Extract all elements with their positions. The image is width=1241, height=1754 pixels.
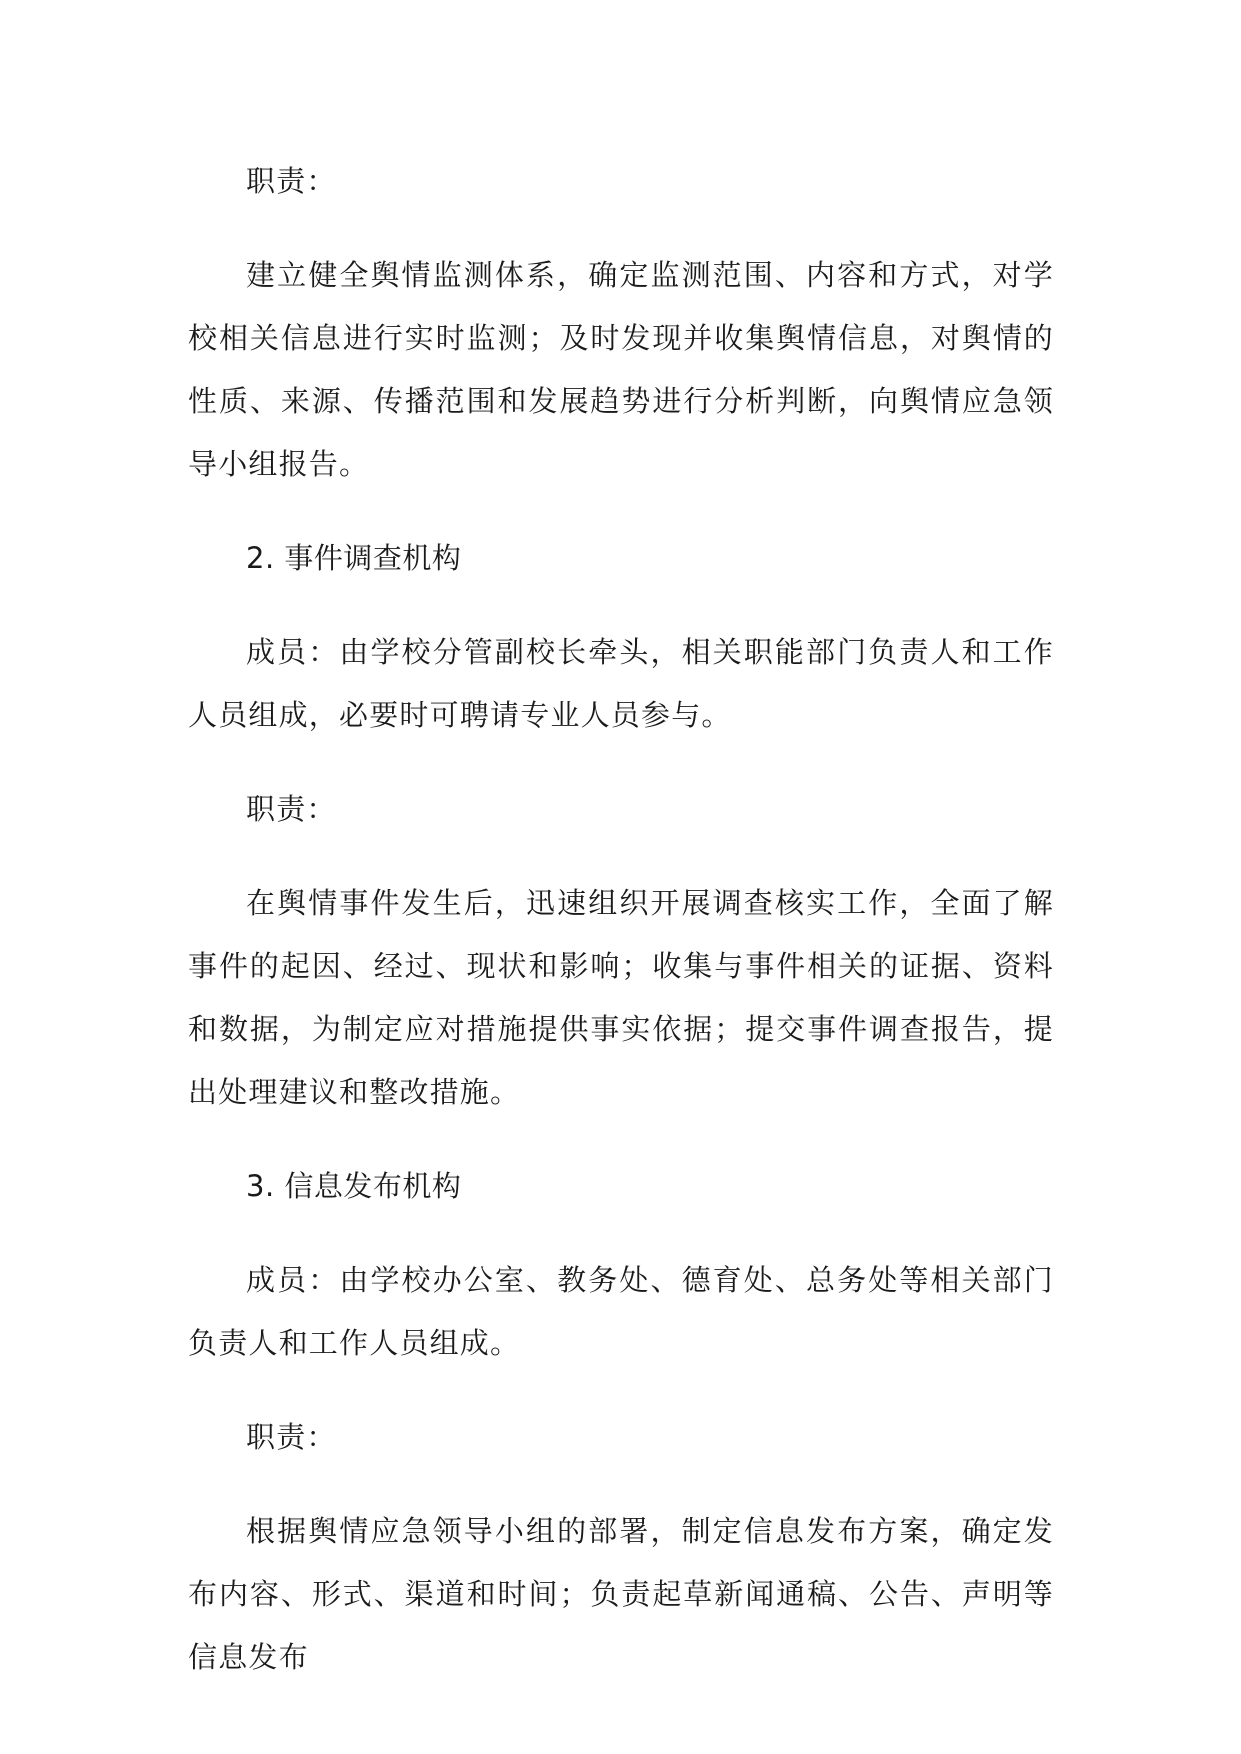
paragraph-release-members: 成员：由学校办公室、教务处、德育处、总务处等相关部门负责人和工作人员组成。 <box>188 1263 1054 1360</box>
section-heading-information-release: 3. 信息发布机构 <box>246 1169 462 1203</box>
document-body <box>188 150 1054 1720</box>
paragraph-investigation-members: 成员：由学校分管副校长牵头，相关职能部门负责人和工作人员组成，必要时可聘请专业人员参与。 <box>188 635 1054 732</box>
section-heading-investigation: 2. 事件调查机构 <box>246 541 462 575</box>
paragraph-monitoring-duties: 建立健全舆情监测体系，确定监测范围、内容和方式，对学校相关信息进行实时监测；及时发现并收集舆情信息，对舆情的性质、来源、传播范围和发展趋势进行分析判断，向舆情应急领导小组报告。 <box>188 258 1054 481</box>
paragraph-duties-label: 职责： <box>246 792 337 826</box>
paragraph-duties-label: 职责： <box>246 1420 337 1454</box>
paragraph-duties-label: 职责： <box>246 164 337 198</box>
paragraph-investigation-duties: 在舆情事件发生后，迅速组织开展调查核实工作，全面了解事件的起因、经过、现状和影响；收集与事件相关的证据、资料和数据，为制定应对措施提供事实依据；提交事件调查报告，提出处理建议和整改措施。 <box>188 886 1054 1109</box>
paragraph-release-duties: 根据舆情应急领导小组的部署，制定信息发布方案，确定发布内容、形式、渠道和时间；负责起草新闻通稿、公告、声明等信息发布 <box>188 1514 1054 1674</box>
